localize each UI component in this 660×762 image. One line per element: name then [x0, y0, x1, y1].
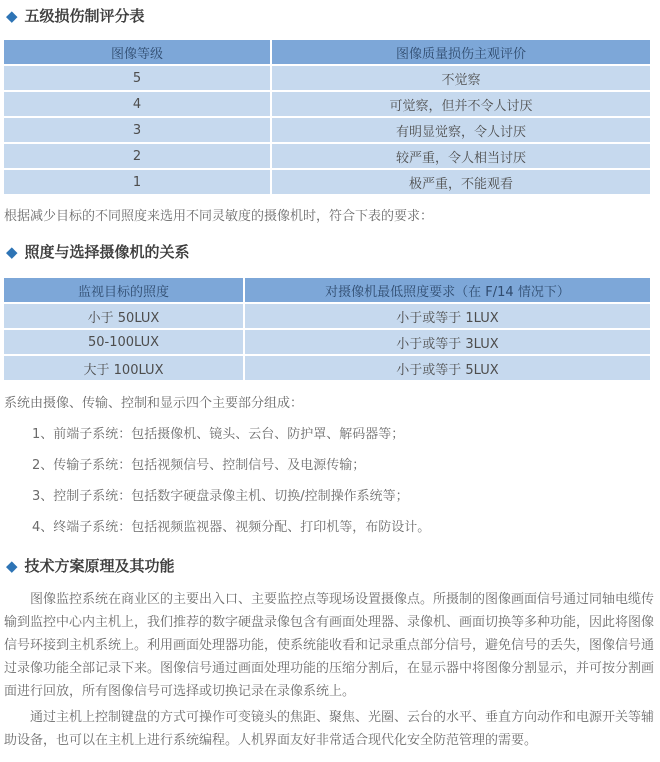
illuminance-cell: 小于 50LUX — [4, 304, 245, 330]
table-row — [4, 356, 650, 382]
grade-cell: 5 — [4, 66, 272, 92]
section-title-text: 照度与选择摄像机的关系 — [24, 243, 190, 261]
grade-cell: 2 — [4, 144, 272, 170]
illuminance-cell: 大于 100LUX — [4, 356, 245, 382]
eval-cell: 有明显觉察，令人讨厌 — [272, 118, 650, 144]
column-header-image-grade: 图像等级 — [4, 40, 272, 66]
table-row — [4, 118, 650, 144]
illuminance-table — [4, 278, 650, 382]
section-title-damage-rating — [6, 6, 654, 26]
grade-cell: 4 — [4, 92, 272, 118]
subsystem-item-transmission: 2、传输子系统：包括视频信号、控制信号、及电源传输； — [32, 458, 366, 473]
requirement-cell: 小于或等于 1LUX — [245, 304, 650, 330]
section-title-text: 五级损伤制评分表 — [24, 7, 145, 25]
table-header-row — [4, 278, 650, 304]
table-row — [4, 66, 650, 92]
table-row — [4, 144, 650, 170]
diamond-bullet-icon: ◆ — [6, 556, 18, 575]
tech-paragraph-1: 图像监控系统在商业区的主要出入口、主要监控点等现场设置摄像点。所摄制的图像画面信号通过同轴电缆传输到监控中心内主机上，我们推荐的数字硬盘录像包含有画面处理器、录像机、画面切换等多种功能，因此将图像信号环接到主机系统上。利用画面处理器功能，使系统能收看和记录重点部分信号，避免信号的丢失，图像信号通过录像功能全部记录下来。图像信号通过画面处理功能的压缩分割后，在显示器中将图像分割显示，并可按分割画面进行回放，所有图像信号可选择或切换记录在录像系统上。 — [4, 592, 655, 699]
tech-paragraph-2: 通过主机上控制键盘的方式可操作可变镜头的焦距、聚焦、光圈、云台的水平、垂直方向动作和电源开关等辅助设备，也可以在主机上进行系统编程。人机界面友好非常适合现代化安全防范管理的需要。 — [4, 710, 655, 748]
column-header-subjective-eval: 图像质量损伤主观评价 — [272, 40, 650, 66]
diamond-bullet-icon: ◆ — [6, 242, 18, 261]
subsystem-item-terminal: 4、终端子系统：包括视频监视器、视频分配、打印机等，布防设计。 — [32, 520, 431, 535]
eval-cell: 可觉察，但并不令人讨厌 — [272, 92, 650, 118]
column-header-target-illuminance: 监视目标的照度 — [4, 278, 245, 304]
eval-cell: 极严重，不能观看 — [272, 170, 650, 196]
section-title-text: 技术方案原理及其功能 — [24, 557, 175, 575]
column-header-min-illuminance: 对摄像机最低照度要求（在 F/14 情况下） — [245, 278, 650, 304]
diamond-bullet-icon: ◆ — [6, 6, 18, 25]
eval-cell: 较严重，令人相当讨厌 — [272, 144, 650, 170]
requirement-cell: 小于或等于 3LUX — [245, 330, 650, 356]
subsystem-item-control: 3、控制子系统：包括数字硬盘录像主机、切换/控制操作系统等； — [32, 489, 409, 504]
eval-cell: 不觉察 — [272, 66, 650, 92]
system-composition-intro: 系统由摄像、传输、控制和显示四个主要部分组成： — [4, 396, 304, 411]
requirement-cell: 小于或等于 5LUX — [245, 356, 650, 382]
table-row — [4, 330, 650, 356]
grade-cell: 1 — [4, 170, 272, 196]
grade-cell: 3 — [4, 118, 272, 144]
table-header-row — [4, 40, 650, 66]
table-row — [4, 304, 650, 330]
table-row — [4, 92, 650, 118]
camera-selection-note: 根据减少目标的不同照度来选用不同灵敏度的摄像机时，符合下表的要求： — [4, 209, 434, 224]
subsystem-item-frontend: 1、前端子系统：包括摄像机、镜头、云台、防护罩、解码器等； — [32, 427, 405, 442]
illuminance-cell: 50-100LUX — [4, 330, 245, 356]
table-row — [4, 170, 650, 196]
section-title-tech-principle — [6, 556, 654, 576]
section-title-illuminance — [6, 242, 654, 262]
damage-rating-table — [4, 40, 650, 196]
